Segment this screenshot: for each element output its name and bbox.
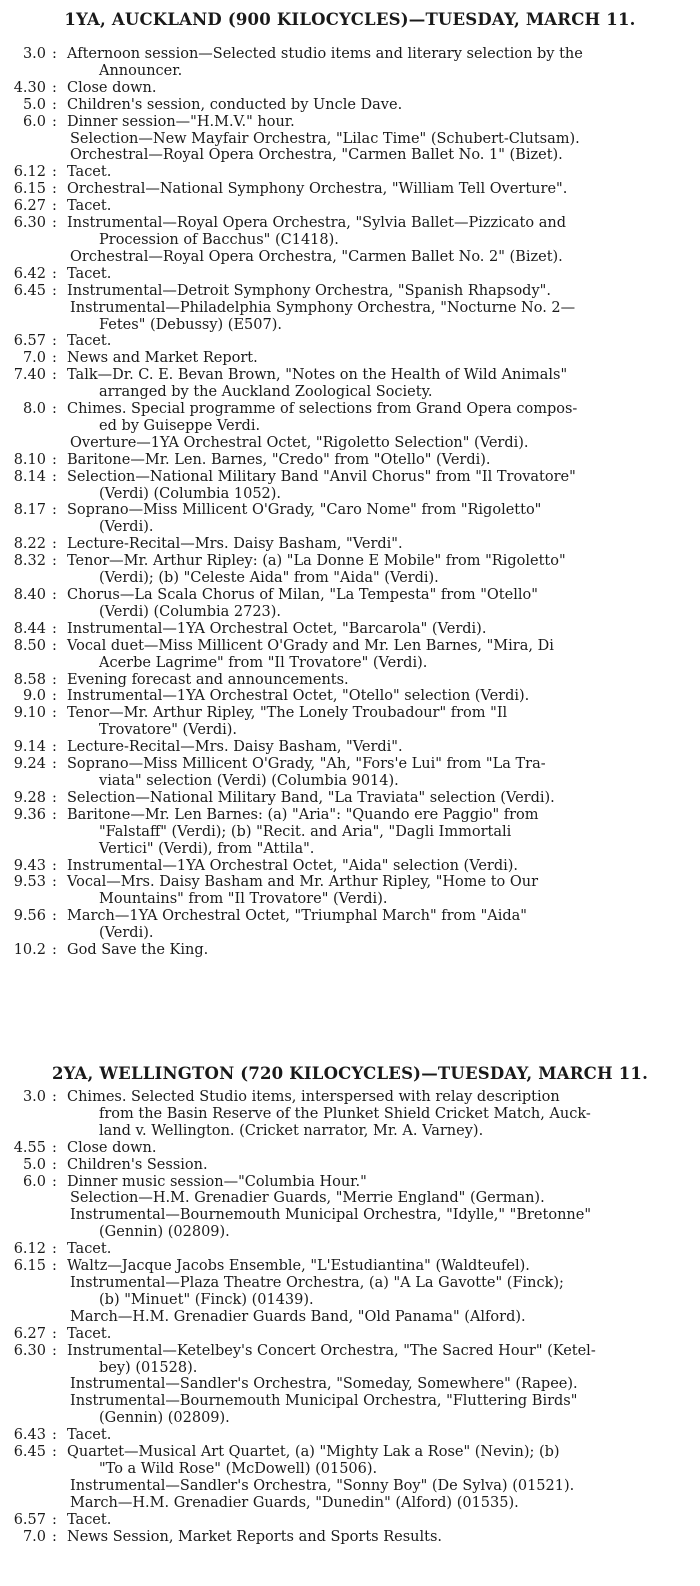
entry-text: Instrumental—Detroit Symphony Orchestra, "Spanish Rhapsody". (67, 282, 551, 299)
entry-text: March—1YA Orchestral Octet, "Triumphal March" from "Aida" (67, 908, 527, 925)
time-separator: : (52, 1258, 57, 1275)
entry-text: Chimes. Special programme of selections from Grand Opera compos- (67, 401, 578, 418)
entry-text: Instrumental—Royal Opera Orchestra, "Sylvia Ballet—Pizzicato and (67, 215, 566, 232)
entry-time: 5.0 (22, 96, 46, 113)
time-separator: : (52, 79, 57, 96)
entry-time: 3.0 (22, 46, 46, 62)
entry-text: Afternoon session—Selected studio items and literary selection by the (67, 46, 583, 62)
programme-entry (0, 469, 700, 503)
entry-text: Dinner music session—"Columbia Hour." (67, 1173, 367, 1190)
programme-entry (0, 283, 700, 300)
time-separator: : (52, 1528, 57, 1545)
programme-entry (0, 1309, 700, 1326)
entry-text: Tacet. (67, 1511, 112, 1528)
time-separator: : (52, 282, 57, 299)
entry-time: 8.17 (13, 502, 46, 519)
programme-entry (0, 1427, 700, 1444)
entry-time: 6.12 (13, 1241, 46, 1258)
entry-time: 10.2 (13, 942, 46, 959)
entry-time: 6.43 (13, 1427, 46, 1444)
entry-time: 9.10 (13, 705, 46, 722)
programme-entry (0, 114, 700, 131)
entry-text-continuation: (Verdi). (99, 519, 154, 536)
time-separator: : (52, 1511, 57, 1528)
programme-entry (0, 739, 700, 756)
entry-time: 6.57 (13, 333, 46, 350)
entry-time: 6.45 (13, 1444, 46, 1461)
programme-2ya (0, 1089, 700, 1545)
entry-text-continuation: Trovatore" (Verdi). (99, 722, 238, 739)
time-separator: : (52, 637, 57, 654)
programme-entry (0, 249, 700, 266)
entry-text-continuation: Acerbe Lagrime" from "Il Trovatore" (Verdi). (99, 654, 428, 671)
entry-text: Instrumental—1YA Orchestral Octet, "Aida" selection (Verdi). (67, 857, 519, 874)
programme-entry (0, 1157, 700, 1174)
programme-entry (0, 452, 700, 469)
entry-text-continuation: (b) "Minuet" (Finck) (01439). (99, 1291, 314, 1308)
entry-time: 6.27 (13, 198, 46, 215)
station-heading-2ya: 2YA, WELLINGTON (720 KILOCYCLES)—TUESDAY, MARCH 11. (51, 1064, 649, 1083)
programme-entry (0, 874, 700, 908)
entry-text: Tacet. (67, 1241, 112, 1258)
programme-entry (0, 688, 700, 705)
time-separator: : (52, 113, 57, 130)
entry-text: Selection—H.M. Grenadier Guards, "Merrie England" (German). (70, 1190, 545, 1207)
programme-entry (0, 1190, 700, 1207)
programme-entry (0, 181, 700, 198)
entry-text: Soprano—Miss Millicent O'Grady, "Caro Nome" from "Rigoletto" (67, 502, 542, 519)
station-heading-1ya: 1YA, AUCKLAND (900 KILOCYCLES)—TUESDAY, MARCH 11. (64, 10, 636, 29)
entry-time: 8.50 (13, 637, 46, 654)
entry-time: 8.22 (13, 536, 46, 553)
entry-text: Baritone—Mr. Len Barnes: (a) "Aria": "Quando ere Paggio" from (67, 806, 539, 823)
time-separator: : (52, 942, 57, 959)
entry-text: March—H.M. Grenadier Guards Band, "Old Panama" (Alford). (70, 1308, 526, 1325)
entry-text: Close down. (67, 79, 157, 96)
programme-entry (0, 1343, 700, 1377)
entry-text: Selection—National Military Band "Anvil Chorus" from "Il Trovatore" (67, 468, 576, 485)
time-separator: : (52, 198, 57, 215)
entry-text: Instrumental—1YA Orchestral Octet, "Otello" selection (Verdi). (67, 688, 530, 705)
entry-time: 3.0 (22, 1089, 46, 1105)
programme-entry (0, 756, 700, 790)
programme-entry (0, 1444, 700, 1478)
entry-time: 9.56 (13, 908, 46, 925)
entry-time: 6.45 (13, 282, 46, 299)
programme-entry (0, 131, 700, 148)
programme-entry (0, 587, 700, 621)
entry-text-continuation: from the Basin Reserve of the Plunket Shield Cricket Match, Auck- (99, 1105, 591, 1122)
entry-time: 6.30 (13, 1342, 46, 1359)
entry-text: Soprano—Miss Millicent O'Grady, "Ah, "Fors'e Lui" from "La Tra- (67, 756, 546, 773)
entry-text: March—H.M. Grenadier Guards, "Dunedin" (Alford) (01535). (70, 1494, 519, 1511)
time-separator: : (52, 688, 57, 705)
entry-text-continuation: Fetes" (Debussy) (E507). (99, 316, 282, 333)
entry-text-continuation: (Verdi) (Columbia 1052). (99, 485, 282, 502)
entry-time: 6.27 (13, 1325, 46, 1342)
entry-text: Instrumental—Bournemouth Municipal Orchestra, "Idylle," "Bretonne" (70, 1207, 592, 1224)
entry-text: News and Market Report. (67, 350, 258, 367)
entry-text: Lecture-Recital—Mrs. Daisy Basham, "Verdi". (67, 536, 403, 553)
entry-text: Dinner session—"H.M.V." hour. (67, 113, 295, 130)
time-separator: : (52, 620, 57, 637)
entry-time: 6.15 (13, 181, 46, 198)
entry-text: Lecture-Recital—Mrs. Daisy Basham, "Verdi". (67, 739, 403, 756)
entry-text: Instrumental—Bournemouth Municipal Orchestra, "Fluttering Birds" (70, 1393, 578, 1410)
programme-entry (0, 858, 700, 875)
entry-text: Talk—Dr. C. E. Bevan Brown, "Notes on the Health of Wild Animals" (67, 367, 568, 384)
entry-text: Chimes. Selected Studio items, interspersed with relay description (67, 1089, 560, 1105)
entry-text: Quartet—Musical Art Quartet, (a) "Mighty Lak a Rose" (Nevin); (b) (67, 1444, 560, 1461)
entry-text-continuation: (Gennin) (02809). (99, 1224, 230, 1241)
time-separator: : (52, 874, 57, 891)
entry-text: Instrumental—Ketelbey's Concert Orchestra, "The Sacred Hour" (Ketel- (67, 1342, 596, 1359)
entry-text: Tacet. (67, 198, 112, 215)
entry-time: 6.42 (13, 265, 46, 282)
entry-time: 8.58 (13, 671, 46, 688)
time-separator: : (52, 1342, 57, 1359)
entry-time: 8.14 (13, 468, 46, 485)
programme-entry (0, 300, 700, 334)
time-separator: : (52, 350, 57, 367)
entry-text: Instrumental—Plaza Theatre Orchestra, (a) "A La Gavotte" (Finck); (70, 1274, 564, 1291)
programme-entry (0, 1393, 700, 1427)
entry-text-continuation: (Verdi); (b) "Celeste Aida" from "Aida" (Verdi). (99, 570, 439, 587)
programme-entry (0, 638, 700, 672)
entry-text-continuation: Procession of Bacchus" (C1418). (99, 231, 339, 248)
entry-text-continuation: "To a Wild Rose" (McDowell) (01506). (99, 1460, 378, 1477)
time-separator: : (52, 756, 57, 773)
entry-time: 4.55 (13, 1139, 46, 1156)
entry-text: Tacet. (67, 1325, 112, 1342)
programme-entry (0, 536, 700, 553)
entry-text-continuation: bey) (01528). (99, 1359, 198, 1376)
entry-time: 8.32 (13, 553, 46, 570)
entry-text: Instrumental—Sandler's Orchestra, "Someday, Somewhere" (Rapee). (70, 1376, 578, 1393)
entry-time: 8.40 (13, 587, 46, 603)
entry-time: 4.30 (13, 79, 46, 96)
time-separator: : (52, 553, 57, 570)
time-separator: : (52, 164, 57, 181)
entry-text: Orchestral—National Symphony Orchestra, "William Tell Overture". (67, 181, 568, 198)
entry-time: 6.30 (13, 215, 46, 232)
programme-entry (0, 502, 700, 536)
time-separator: : (52, 705, 57, 722)
time-separator: : (52, 1173, 57, 1190)
entry-text-continuation: "Falstaff" (Verdi); (b) "Recit. and Aria", "Dagli Immortali (99, 823, 512, 840)
entry-time: 9.14 (13, 739, 46, 756)
entry-time: 9.36 (13, 806, 46, 823)
entry-text-continuation: Vertici" (Verdi), from "Attila". (99, 840, 315, 857)
programme-entry (0, 266, 700, 283)
programme-entry (0, 147, 700, 164)
entry-text: Instrumental—Sandler's Orchestra, "Sonny Boy" (De Sylva) (01521). (70, 1477, 575, 1494)
entry-text-continuation: arranged by the Auckland Zoological Society. (99, 384, 433, 401)
programme-entry (0, 435, 700, 452)
entry-time: 9.28 (13, 789, 46, 806)
time-separator: : (52, 671, 57, 688)
entry-text: Chorus—La Scala Chorus of Milan, "La Tempesta" from "Otello" (67, 587, 538, 603)
programme-1ya (0, 46, 700, 959)
entry-text-continuation: land v. Wellington. (Cricket narrator, Mr. A. Varney). (99, 1122, 484, 1139)
entry-text-continuation: (Gennin) (02809). (99, 1410, 230, 1427)
programme-entry (0, 333, 700, 350)
time-separator: : (52, 46, 57, 62)
entry-text-continuation: (Verdi). (99, 925, 154, 942)
entry-text: Vocal—Mrs. Daisy Basham and Mr. Arthur Ripley, "Home to Our (67, 874, 539, 891)
entry-text: God Save the King. (67, 942, 209, 959)
entry-text: Instrumental—1YA Orchestral Octet, "Barcarola" (Verdi). (67, 620, 487, 637)
entry-text: Tacet. (67, 164, 112, 181)
entry-time: 9.24 (13, 756, 46, 773)
programme-entry (0, 790, 700, 807)
time-separator: : (52, 215, 57, 232)
programme-entry (0, 401, 700, 435)
programme-entry (0, 807, 700, 858)
time-separator: : (52, 181, 57, 198)
entry-text: Close down. (67, 1139, 157, 1156)
entry-text: Orchestral—Royal Opera Orchestra, "Carmen Ballet No. 2" (Bizet). (70, 248, 563, 265)
time-separator: : (52, 908, 57, 925)
time-separator: : (52, 1444, 57, 1461)
entry-text: Tenor—Mr. Arthur Ripley: (a) "La Donne E Mobile" from "Rigoletto" (67, 553, 566, 570)
entry-text: Selection—National Military Band, "La Traviata" selection (Verdi). (67, 789, 555, 806)
programme-entry (0, 1089, 700, 1140)
time-separator: : (52, 333, 57, 350)
entry-time: 7.40 (13, 367, 46, 384)
time-separator: : (52, 536, 57, 553)
time-separator: : (52, 367, 57, 384)
time-separator: : (52, 1139, 57, 1156)
time-separator: : (52, 1427, 57, 1444)
time-separator: : (52, 401, 57, 418)
entry-text: Tacet. (67, 265, 112, 282)
entry-text: Vocal duet—Miss Millicent O'Grady and Mr. Len Barnes, "Mira, Di (67, 637, 554, 654)
entry-text: Instrumental—Philadelphia Symphony Orchestra, "Nocturne No. 2— (70, 299, 576, 316)
entry-text: Tacet. (67, 1427, 112, 1444)
programme-entry (0, 1326, 700, 1343)
entry-text-continuation: ed by Guiseppe Verdi. (99, 417, 261, 434)
entry-time: 6.0 (22, 1173, 46, 1190)
entry-time: 7.0 (22, 1528, 46, 1545)
programme-entry (0, 80, 700, 97)
programme-entry (0, 215, 700, 249)
entry-time: 6.12 (13, 164, 46, 181)
programme-entry (0, 1495, 700, 1512)
programme-entry (0, 1207, 700, 1241)
programme-entry (0, 97, 700, 114)
programme-entry (0, 672, 700, 689)
programme-entry (0, 198, 700, 215)
programme-entry (0, 621, 700, 638)
entry-text: Overture—1YA Orchestral Octet, "Rigoletto Selection" (Verdi). (70, 434, 529, 451)
time-separator: : (52, 96, 57, 113)
entry-text: Selection—New Mayfair Orchestra, "Lilac Time" (Schubert-Clutsam). (70, 130, 580, 147)
entry-text: Waltz—Jacque Jacobs Ensemble, "L'Estudiantina" (Waldteufel). (67, 1258, 530, 1275)
time-separator: : (52, 265, 57, 282)
entry-time: 8.44 (13, 620, 46, 637)
programme-entry (0, 1512, 700, 1529)
programme-entry (0, 350, 700, 367)
entry-time: 6.57 (13, 1511, 46, 1528)
time-separator: : (52, 857, 57, 874)
programme-entry (0, 367, 700, 401)
programme-entry (0, 553, 700, 587)
entry-time: 8.10 (13, 451, 46, 468)
entry-text: Children's session, conducted by Uncle Dave. (67, 96, 403, 113)
programme-entry (0, 1275, 700, 1309)
entry-text: Tacet. (67, 333, 112, 350)
programme-entry (0, 164, 700, 181)
entry-text: Baritone—Mr. Len. Barnes, "Credo" from "Otello" (Verdi). (67, 451, 491, 468)
time-separator: : (52, 739, 57, 756)
entry-time: 7.0 (22, 350, 46, 367)
entry-time: 6.15 (13, 1258, 46, 1275)
programme-entry (0, 908, 700, 942)
programme-entry (0, 1140, 700, 1157)
programme-entry (0, 1258, 700, 1275)
entry-time: 9.0 (22, 688, 46, 705)
entry-text-continuation: viata" selection (Verdi) (Columbia 9014). (99, 772, 399, 789)
programme-entry (0, 1241, 700, 1258)
entry-text-continuation: (Verdi) (Columbia 2723). (99, 603, 282, 620)
time-separator: : (52, 1241, 57, 1258)
programme-entry (0, 942, 700, 959)
time-separator: : (52, 451, 57, 468)
entry-time: 5.0 (22, 1156, 46, 1173)
time-separator: : (52, 1089, 57, 1105)
time-separator: : (52, 1325, 57, 1342)
time-separator: : (52, 789, 57, 806)
programme-entry (0, 705, 700, 739)
entry-text: Tenor—Mr. Arthur Ripley, "The Lonely Troubadour" from "Il (67, 705, 508, 722)
entry-time: 9.53 (13, 874, 46, 891)
time-separator: : (52, 1156, 57, 1173)
entry-time: 8.0 (22, 401, 46, 418)
entry-text-continuation: Mountains" from "Il Trovatore" (Verdi). (99, 891, 388, 908)
entry-text-continuation: Announcer. (99, 62, 183, 79)
programme-entry (0, 46, 700, 80)
entry-time: 6.0 (22, 113, 46, 130)
entry-text: Orchestral—Royal Opera Orchestra, "Carmen Ballet No. 1" (Bizet). (70, 147, 563, 164)
entry-time: 9.43 (13, 857, 46, 874)
entry-text: News Session, Market Reports and Sports Results. (67, 1528, 443, 1545)
entry-text: Children's Session. (67, 1156, 208, 1173)
entry-text: Evening forecast and announcements. (67, 671, 349, 688)
time-separator: : (52, 468, 57, 485)
programme-entry (0, 1174, 700, 1191)
time-separator: : (52, 806, 57, 823)
programme-entry (0, 1376, 700, 1393)
time-separator: : (52, 502, 57, 519)
programme-entry (0, 1478, 700, 1495)
time-separator: : (52, 587, 57, 603)
programme-entry (0, 1529, 700, 1546)
